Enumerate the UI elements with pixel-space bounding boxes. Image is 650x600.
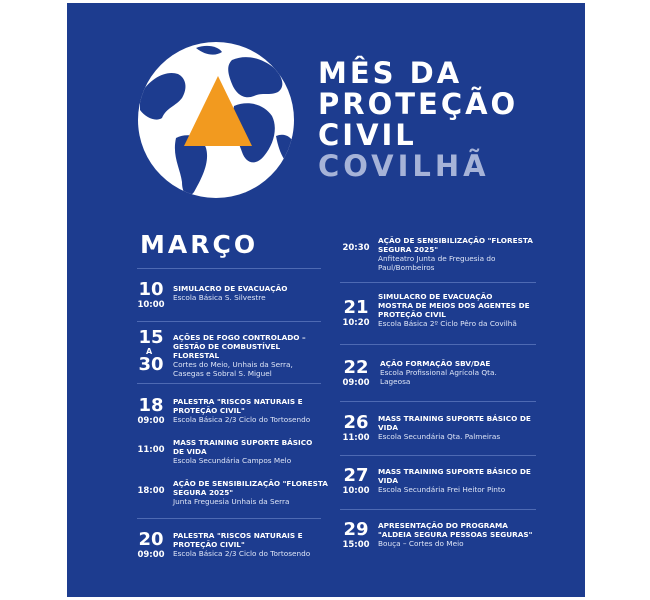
- event-location: Anfiteatro Junta de Freguesia do: [378, 254, 496, 263]
- event-location: Escola Básica 2/3 Ciclo do Tortosendo: [173, 549, 311, 558]
- event-location: Escola Secundária Qta. Palmeiras: [378, 432, 501, 441]
- event-day: 15: [138, 327, 164, 348]
- poster: [67, 3, 585, 597]
- event-time: 10:00: [137, 300, 165, 310]
- event-entry: [173, 531, 333, 558]
- divider: [137, 383, 321, 384]
- event-location: Junta Freguesia Unhais da Serra: [173, 497, 290, 506]
- event-location: Paul/Bombeiros: [378, 263, 435, 272]
- event-title: AÇÃO FORMAÇÃO SBV/DAE: [380, 359, 491, 368]
- event-time: 15:00: [342, 540, 370, 550]
- event-time: 10:00: [342, 486, 370, 496]
- event-day: 29: [343, 519, 369, 540]
- event-entry: [378, 521, 558, 548]
- event-time: 10:20: [342, 318, 370, 328]
- event-title: MASS TRAINING SUPORTE BÁSICO: [173, 438, 313, 447]
- event-title: APRESENTAÇÃO DO PROGRAMA: [378, 521, 508, 530]
- event-location: Cortes do Meio, Unhais da Serra,: [173, 360, 293, 369]
- event-day: 20: [138, 529, 164, 550]
- event-title: GESTÃO DE COMBUSTÍVEL FLORESTAL: [173, 342, 281, 360]
- event-title: PROTEÇÃO CIVIL": [173, 406, 245, 415]
- poster-title: [318, 58, 518, 182]
- event-title: "ALDEIA SEGURA PESSOAS SEGURAS": [378, 530, 533, 539]
- event-time: 09:00: [137, 550, 165, 560]
- event-entry: [378, 236, 548, 272]
- event-time: 09:00: [342, 378, 370, 388]
- event-entry: [173, 397, 333, 424]
- event-title: PALESTRA "RISCOS NATURAIS E: [173, 531, 303, 540]
- event-day: 27: [343, 465, 369, 486]
- event-time: 20:30: [342, 243, 370, 253]
- event-entry: [173, 333, 323, 378]
- event-location: Escola Secundária Campos Melo: [173, 456, 292, 465]
- event-title: MASS TRAINING SUPORTE BÁSICO DE: [378, 467, 531, 476]
- event-title: PROTEÇÃO CIVIL": [173, 540, 245, 549]
- divider: [137, 321, 321, 322]
- divider: [340, 282, 536, 283]
- event-entry: [380, 359, 550, 386]
- event-title: SIMULACRO DE EVACUAÇÃO: [378, 292, 493, 301]
- divider: [137, 518, 321, 519]
- divider: [340, 509, 536, 510]
- event-time: 18:00: [137, 486, 165, 496]
- event-title: PROTEÇÃO CIVIL: [378, 310, 446, 319]
- divider: [340, 344, 536, 345]
- event-title: DE VIDA: [173, 447, 207, 456]
- event-entry: [173, 479, 333, 506]
- event-title: SEGURA 2025": [378, 245, 439, 254]
- event-title: SIMULACRO DE EVACUAÇÃO: [173, 284, 288, 293]
- event-entry: [378, 467, 548, 494]
- event-day: 22: [343, 357, 369, 378]
- event-entry: [173, 438, 333, 465]
- divider: [340, 455, 536, 456]
- event-day: 21: [343, 297, 369, 318]
- event-day: 18: [138, 395, 164, 416]
- event-title: AÇÃO DE SENSIBILIZAÇÃO "FLORESTA: [378, 236, 533, 245]
- event-location: Escola Básica S. Silvestre: [173, 293, 266, 302]
- event-title: AÇÃO DE SENSIBILIZAÇÃO "FLORESTA: [173, 479, 328, 488]
- event-title: SEGURA 2025": [173, 488, 234, 497]
- event-title: VIDA: [378, 476, 399, 485]
- title-line-2: PROTEÇÃO: [318, 87, 519, 121]
- event-range-sep: A: [146, 347, 153, 356]
- title-line-1: MÊS DA: [318, 56, 463, 90]
- title-line-3: CIVIL: [318, 118, 417, 152]
- divider: [137, 268, 321, 269]
- title-city: COVILHÃ: [318, 149, 490, 183]
- event-location: Casegas e Sobral S. Miguel: [173, 369, 272, 378]
- event-day-end: 30: [138, 354, 164, 375]
- event-title: VIDA: [378, 423, 399, 432]
- event-time: 09:00: [137, 416, 165, 426]
- event-day: 10: [138, 279, 164, 300]
- event-location: Escola Profissional Agrícola Qta.: [380, 368, 497, 377]
- divider: [340, 401, 536, 402]
- event-title: AÇÕES DE FOGO CONTROLADO –: [173, 333, 306, 342]
- event-entry: [378, 292, 558, 328]
- event-location: Bouça – Cortes do Meio: [378, 539, 464, 548]
- event-time: 11:00: [137, 445, 165, 455]
- event-location: Escola Secundária Frei Heitor Pinto: [378, 485, 506, 494]
- event-entry: [378, 414, 548, 441]
- event-time: 11:00: [342, 433, 370, 443]
- event-title: PALESTRA "RISCOS NATURAIS E: [173, 397, 303, 406]
- event-title: MOSTRA DE MEIOS DOS AGENTES DE: [378, 301, 530, 310]
- month-heading: MARÇO: [140, 230, 259, 259]
- event-day: 26: [343, 412, 369, 433]
- event-location: Escola Básica 2/3 Ciclo do Tortosendo: [173, 415, 311, 424]
- event-location: Escola Básica 2º Ciclo Pêro da Covilhã: [378, 319, 517, 328]
- event-entry: [173, 284, 323, 302]
- globe-icon: [136, 40, 296, 200]
- event-location: Lageosa: [380, 377, 411, 386]
- event-title: MASS TRAINING SUPORTE BÁSICO DE: [378, 414, 531, 423]
